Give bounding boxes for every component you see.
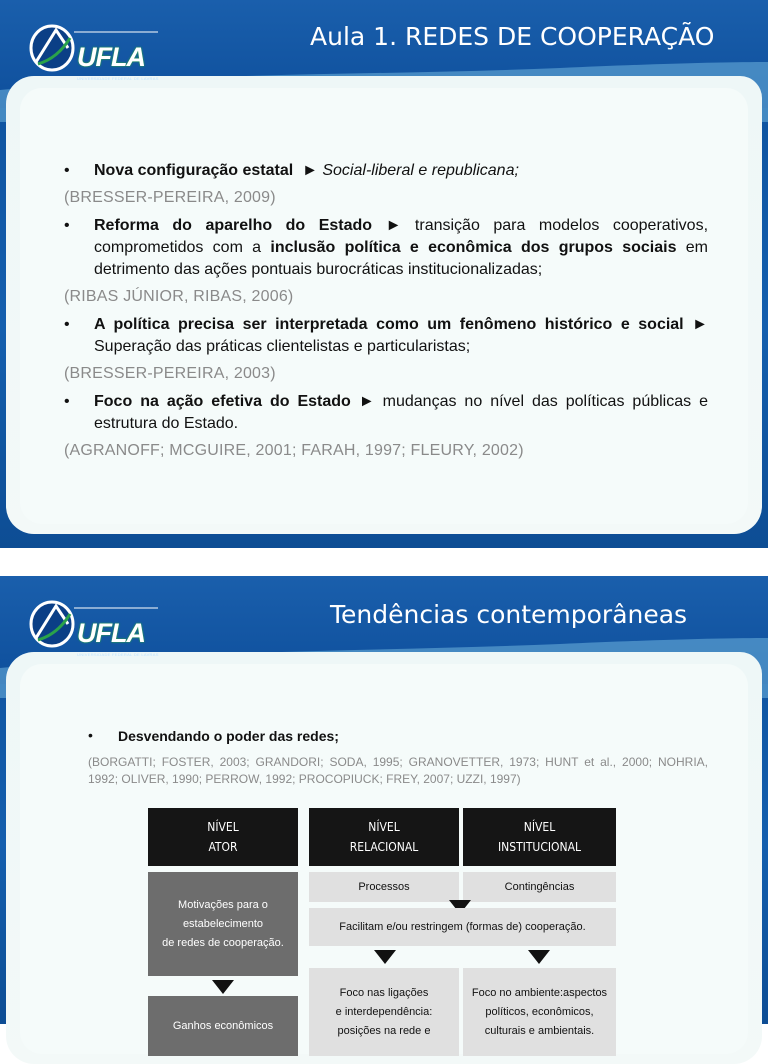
- cell-line: estabelecimento: [182, 917, 264, 930]
- cell-processos: [309, 872, 459, 902]
- ufla-logo: [28, 18, 162, 86]
- arrow-down-icon: [212, 980, 234, 994]
- arrow-icon: ►: [385, 217, 402, 234]
- arrow-icon: ►: [358, 393, 375, 410]
- cell-line: Contingências: [504, 880, 575, 893]
- slide-title: Aula 1. REDES DE COOPERAÇÃO: [310, 22, 715, 51]
- bullet-dot: •: [64, 162, 70, 179]
- bullet-bold-text: A política precisa ser interpretada como um fenômeno histórico e social: [94, 316, 684, 333]
- bullet-item: [64, 391, 708, 435]
- bullet-bold-text: Foco na ação efetiva do Estado: [94, 393, 351, 410]
- header-line: ATOR: [208, 840, 238, 854]
- slide-2-body: [88, 728, 708, 788]
- cell-line: Facilitam e/ou restringem (formas de) cooperação.: [339, 920, 586, 933]
- cell-line: Processos: [358, 880, 410, 893]
- logo-text: UFLA: [77, 42, 145, 72]
- header-line: INSTITUCIONAL: [497, 840, 582, 854]
- bullet-item: [64, 215, 708, 281]
- citation: (BRESSER-PEREIRA, 2003): [64, 365, 276, 382]
- cell-line: Ganhos econômicos: [172, 1019, 274, 1032]
- bullet-bold-text: Reforma do aparelho do Estado: [94, 217, 373, 234]
- cell-foco-ambiente: [463, 968, 616, 1056]
- header-nivel-institucional: [463, 808, 616, 866]
- network-levels-diagram: [148, 808, 616, 1048]
- bullet-dot: •: [64, 217, 70, 234]
- citation: (AGRANOFF; MCGUIRE, 2001; FARAH, 1997; FLEURY, 2002): [64, 442, 524, 459]
- bullet-bold-text: inclusão política e econômica dos grupos sociais: [270, 239, 677, 256]
- cell-line: Motivações para o: [178, 898, 268, 911]
- bullet-item: [64, 314, 708, 358]
- bullet-item: [64, 160, 708, 182]
- bullet-dot: •: [64, 316, 70, 333]
- cell-contingencias: [463, 872, 616, 902]
- slide-1-body: [64, 160, 708, 468]
- slide-2: [0, 576, 768, 1037]
- header-nivel-ator: [148, 808, 298, 866]
- cell-foco-ligacoes: [309, 968, 459, 1056]
- cell-line: políticos, econômicos,: [485, 1005, 594, 1018]
- bullet-item: [88, 728, 708, 744]
- cell-line: posições na rede e: [337, 1024, 431, 1037]
- header-line: NÍVEL: [207, 820, 239, 834]
- arrow-down-icon: [374, 950, 396, 964]
- bullet-dot: •: [64, 393, 70, 410]
- header-line: RELACIONAL: [349, 840, 419, 854]
- cell-line: e interdependência:: [335, 1005, 433, 1018]
- header-nivel-relacional: [309, 808, 459, 866]
- bullet-dot: •: [88, 727, 93, 743]
- cell-facilitam: [309, 908, 616, 946]
- cell-line: culturais e ambientais.: [484, 1024, 595, 1037]
- bullet-bold-text: Nova configuração estatal: [94, 162, 294, 179]
- cell-line: Foco nas ligações: [339, 986, 429, 999]
- logo-subtitle: UNIVERSIDADE FEDERAL DE LAVRAS: [77, 76, 159, 81]
- citation: (BRESSER-PEREIRA, 2009): [64, 189, 276, 206]
- arrow-down-icon: [528, 950, 550, 964]
- bullet-text: mudanças no nível das políticas públicas e estrutura do Estado.: [94, 393, 709, 432]
- bullet-italic-text: Social-liberal e republicana;: [322, 162, 519, 179]
- arrow-icon: ►: [302, 162, 318, 179]
- cell-motivacoes: [148, 872, 298, 976]
- arrow-icon: ►: [692, 316, 709, 333]
- logo-subtitle: UNIVERSIDADE FEDERAL DE LAVRAS: [77, 652, 159, 657]
- citation: (BORGATTI; FOSTER, 2003; GRANDORI; SODA, 1995; GRANOVETTER, 1973; HUNT et al., 2000; NOHRIA, 1992; OLIVER, 1990; PERROW, 1992; PROCOPIUCK; FREY, 2007; UZZI, 1997): [88, 755, 708, 786]
- bullet-text: transição para modelos cooperativos, comprometidos com a: [94, 217, 709, 256]
- bullet-text: em detrimento das ações pontuais burocráticas institucionalizadas;: [94, 239, 708, 278]
- ufla-logo: [28, 594, 162, 662]
- bullet-text: Superação das práticas clientelistas e particularistas;: [94, 338, 471, 355]
- header-line: NÍVEL: [368, 820, 400, 834]
- citation: (RIBAS JÚNIOR, RIBAS, 2006): [64, 288, 294, 305]
- cell-line: Foco no ambiente:aspectos: [471, 986, 608, 999]
- header-line: NÍVEL: [523, 820, 556, 834]
- cell-ganhos: [148, 996, 298, 1056]
- bullet-bold-text: Desvendando o poder das redes;: [118, 728, 339, 744]
- cell-line: de redes de cooperação.: [162, 936, 284, 949]
- logo-text: UFLA: [77, 618, 145, 648]
- slide-title: Tendências contemporâneas: [330, 600, 688, 629]
